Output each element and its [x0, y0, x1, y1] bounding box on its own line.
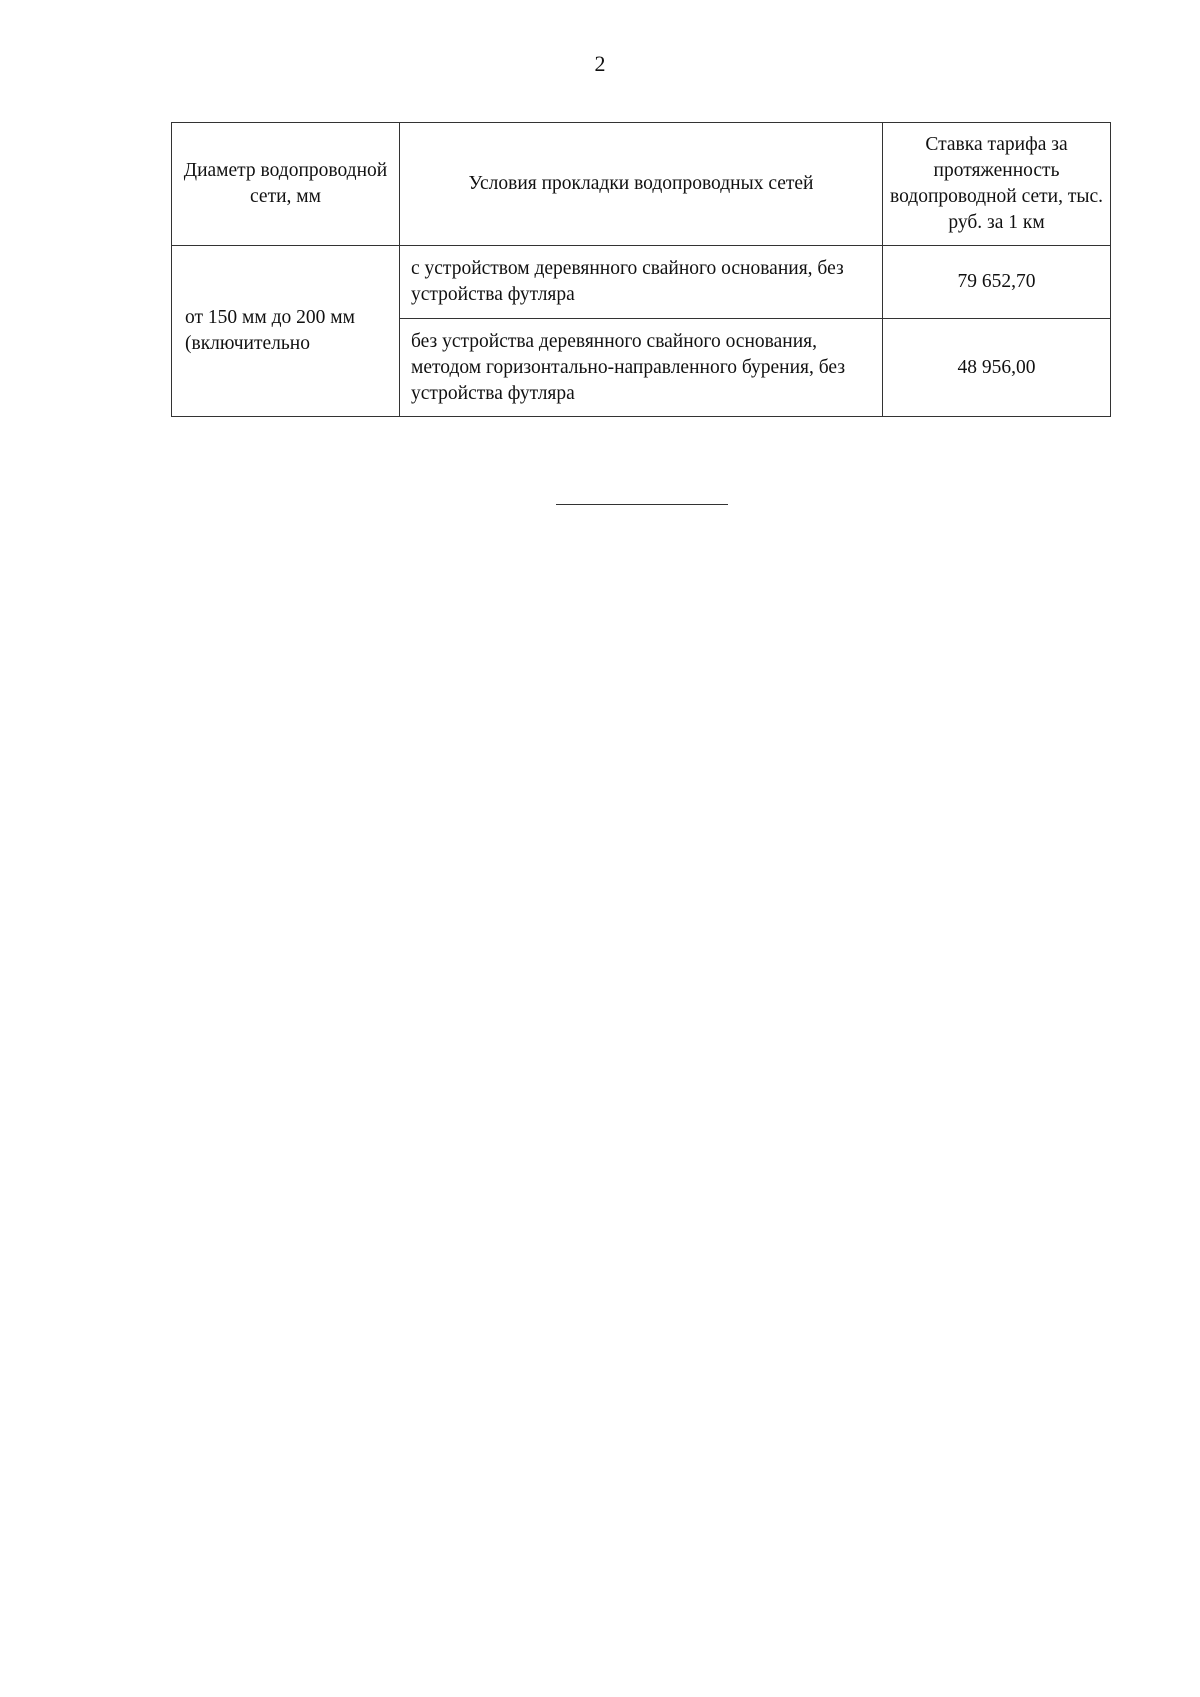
condition-cell: без устройства деревянного свайного основания, методом горизонтально-направленного бурения, без устройства футляра: [400, 319, 883, 417]
table-header-row: [172, 123, 1111, 246]
diameter-cell: от 150 мм до 200 мм (включительно: [172, 246, 400, 417]
header-diameter: Диаметр водопроводной сети, мм: [172, 123, 400, 246]
end-divider: [556, 504, 728, 505]
condition-cell: с устройством деревянного свайного основания, без устройства футляра: [400, 246, 883, 319]
rate-cell: 48 956,00: [883, 319, 1111, 417]
header-conditions: Условия прокладки водопроводных сетей: [400, 123, 883, 246]
tariff-table: [171, 122, 1111, 417]
page-number: 2: [594, 51, 606, 76]
rate-cell: 79 652,70: [883, 246, 1111, 319]
table-row: [172, 246, 1111, 319]
header-rate: Ставка тарифа за протяженность водопроводной сети, тыс. руб. за 1 км: [883, 123, 1111, 246]
